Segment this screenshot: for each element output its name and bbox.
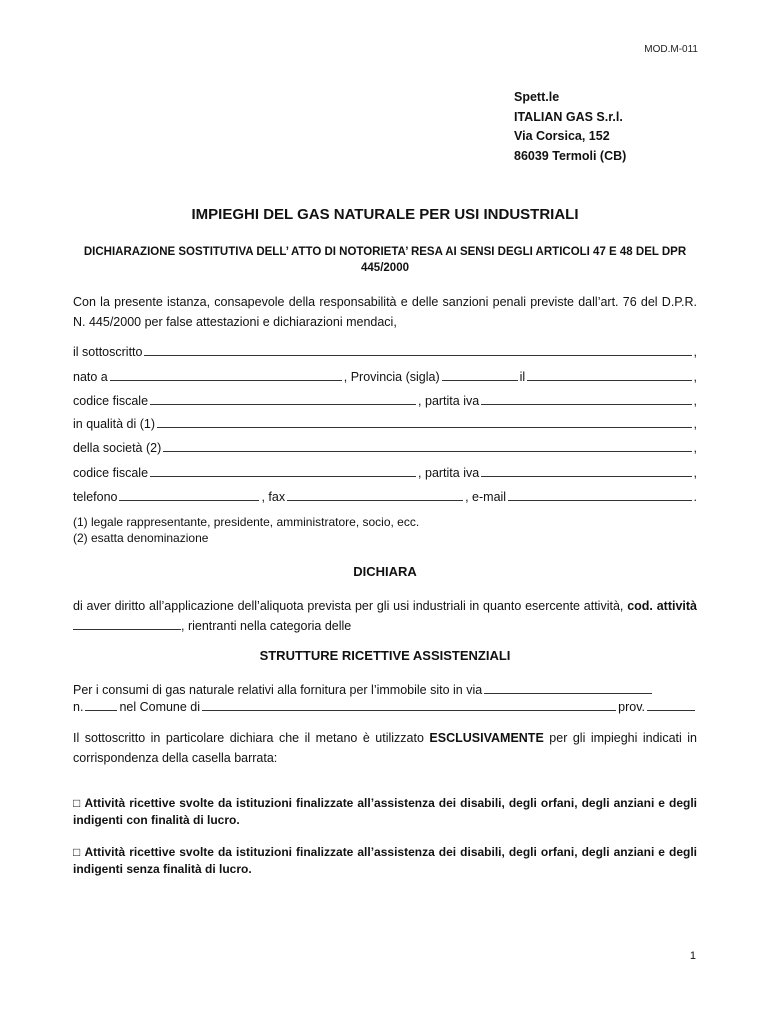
field-sottoscritto — [73, 341, 697, 359]
comune-input-line[interactable] — [202, 698, 616, 711]
field-comma: , — [693, 370, 697, 384]
module-code: MOD.M-011 — [644, 44, 698, 55]
addressee-line: 86039 Termoli (CB) — [514, 148, 627, 163]
cod-attivita-label: cod. attività — [627, 599, 697, 613]
fax-input-line[interactable] — [287, 488, 463, 501]
field-qualita — [73, 413, 697, 431]
field-contatti — [73, 486, 697, 504]
particolare-text: Il sottoscritto in particolare dichiara che il metano è utilizzato — [73, 731, 424, 745]
telefono-input-line[interactable] — [119, 488, 259, 501]
consumi-line — [73, 679, 697, 697]
dichiara-text-after: , rientranti nella categoria delle — [181, 619, 352, 633]
codice-fiscale-input-line[interactable] — [150, 392, 416, 405]
partita-iva-input-line[interactable] — [481, 392, 691, 405]
field-label: n. — [73, 700, 84, 714]
dichiara-paragraph — [73, 596, 697, 636]
document-title: IMPIEGHI DEL GAS NATURALE PER USI INDUSTRIALI — [191, 206, 579, 223]
field-label: , partita iva — [418, 394, 480, 408]
intro-paragraph: Con la presente istanza, consapevole della responsabilità e delle sanzioni penali previste dall’art. 76 del D.P.R. N. 445/2000 per false attestazioni e dichiarazioni mendaci, — [73, 295, 697, 329]
field-label: , Provincia (sigla) — [343, 370, 440, 384]
email-input-line[interactable] — [508, 488, 691, 501]
field-comma: , — [693, 394, 697, 408]
data-nascita-input-line[interactable] — [527, 368, 691, 381]
page-number: 1 — [689, 950, 696, 962]
field-label: prov. — [618, 700, 645, 714]
field-indirizzo — [73, 696, 697, 714]
field-period: . — [693, 490, 697, 504]
addressee-line: ITALIAN GAS S.r.l. — [514, 109, 623, 124]
field-label: codice fiscale — [73, 394, 149, 408]
footnote: (2) esatta denominazione — [73, 531, 209, 545]
field-label: il — [519, 370, 526, 384]
field-label: nato a — [73, 370, 108, 384]
checkbox-option-con-lucro[interactable]: □ Attività ricettive svolte da istituzioni finalizzate all’assistenza dei disabili, degli orfani, degli anziani e degli indigenti con finalità di lucro. — [73, 796, 697, 827]
field-label: , e-mail — [465, 490, 507, 504]
dichiara-text: di aver diritto all’applicazione dell’aliquota prevista per gli usi industriali in quanto esercente attività, — [73, 599, 624, 613]
document-subtitle: DICHIARAZIONE SOSTITUTIVA DELL’ ATTO DI NOTORIETA’ RESA AI SENSI DEGLI ARTICOLI 47 E 48 DEL DPR 445/2000 — [83, 246, 687, 274]
field-label: codice fiscale — [73, 466, 149, 480]
cod-attivita-input-line[interactable] — [73, 617, 181, 630]
provincia-input-line[interactable] — [442, 368, 518, 381]
esclusivamente-emphasis: ESCLUSIVAMENTE — [429, 731, 544, 745]
via-input-line[interactable] — [484, 681, 652, 694]
field-comma: , — [693, 345, 697, 359]
prov-input-line[interactable] — [647, 698, 695, 711]
addressee-line: Via Corsica, 152 — [514, 129, 610, 143]
luogo-nascita-input-line[interactable] — [110, 368, 342, 381]
field-label: in qualità di (1) — [73, 417, 155, 431]
field-label: telefono — [73, 490, 118, 504]
field-comma: , — [693, 466, 697, 480]
societa-input-line[interactable] — [163, 439, 691, 452]
qualita-input-line[interactable] — [157, 415, 692, 428]
field-codice-fiscale-societa — [73, 462, 697, 480]
consumi-text: Per i consumi di gas naturale relativi alla fornitura per l’immobile sito in via — [73, 683, 483, 697]
field-label: , partita iva — [418, 466, 480, 480]
particolare-text-after: per gli impieghi indicati in corrispondenza della casella barrata: — [73, 731, 698, 765]
codice-fiscale-societa-input-line[interactable] — [150, 464, 416, 477]
field-label: nel Comune di — [119, 700, 201, 714]
checkbox-option-senza-lucro[interactable]: □ Attività ricettive svolte da istituzioni finalizzate all’assistenza dei disabili, degli orfani, degli anziani e degli indigenti senza finalità di lucro. — [73, 845, 697, 876]
field-codice-fiscale — [73, 390, 697, 408]
footnotes — [73, 514, 419, 546]
footnote: (1) legale rappresentante, presidente, amministratore, socio, ecc. — [73, 515, 420, 529]
strutture-heading: STRUTTURE RICETTIVE ASSISTENZIALI — [259, 648, 511, 663]
field-nascita — [73, 366, 697, 384]
field-label: il sottoscritto — [73, 345, 143, 359]
field-comma: , — [693, 417, 697, 431]
field-societa — [73, 437, 697, 455]
addressee-line: Spett.le — [514, 90, 560, 104]
field-label: della società (2) — [73, 441, 162, 455]
field-label: , fax — [261, 490, 286, 504]
field-comma: , — [693, 441, 697, 455]
partita-iva-societa-input-line[interactable] — [481, 464, 691, 477]
particolare-paragraph — [73, 728, 697, 768]
addressee-block — [514, 88, 626, 166]
dichiara-heading: DICHIARA — [353, 564, 417, 579]
sottoscritto-input-line[interactable] — [144, 343, 691, 356]
civico-input-line[interactable] — [85, 698, 117, 711]
